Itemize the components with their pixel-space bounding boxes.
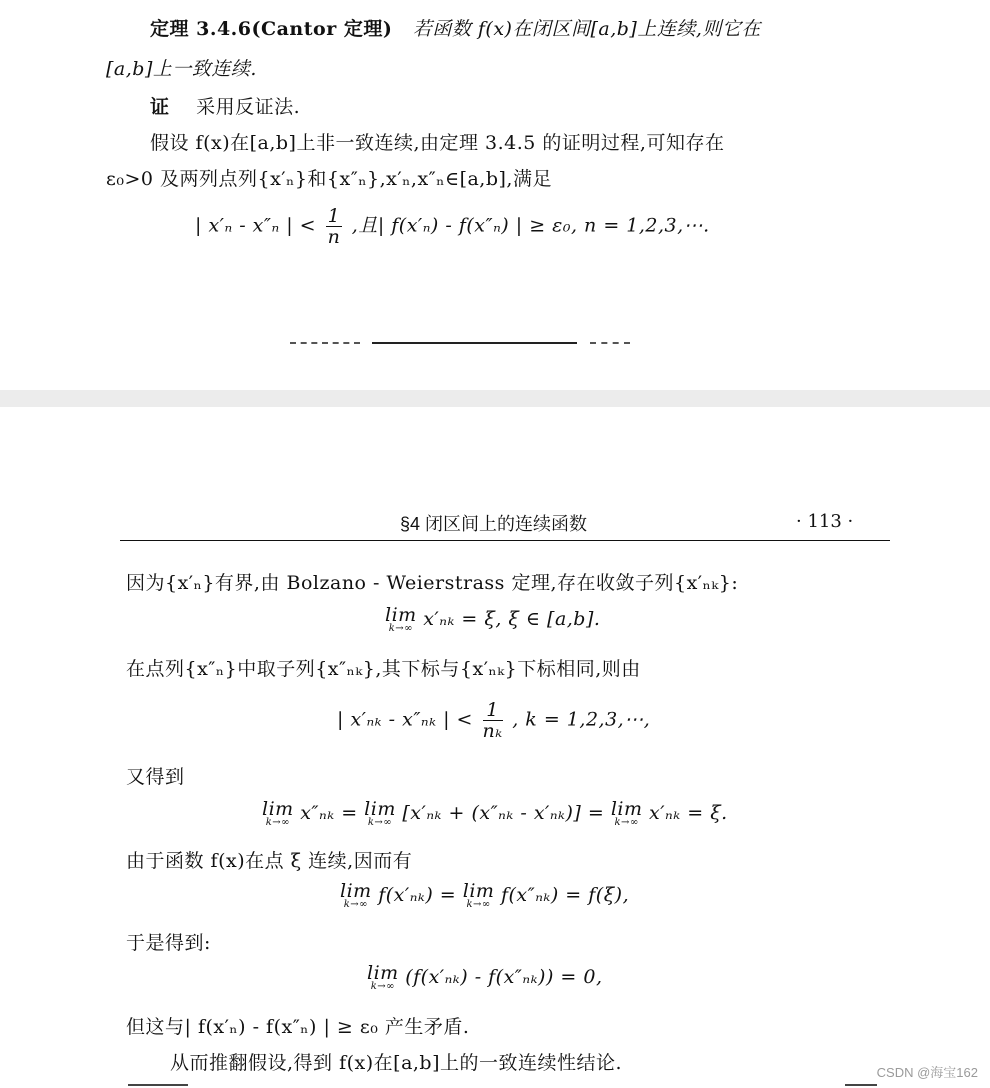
page1-fraction-denominator: n — [327, 226, 341, 248]
equation-3-limit-2 — [364, 800, 396, 828]
theorem-title: 定理 3.4.6(Cantor 定理) — [150, 18, 393, 40]
proof-line-again: 又得到 — [126, 766, 185, 788]
equation-3-part-b: [x′ₙₖ + (x″ₙₖ - x′ₙₖ)] = — [402, 802, 605, 824]
equation-1-limit — [385, 606, 417, 634]
proof-intro — [150, 92, 300, 119]
equation-4-limit-2 — [463, 882, 495, 910]
equation-2-right: , k = 1,2,3,⋯, — [512, 708, 651, 731]
equation-3-lim-text-3: lim — [610, 798, 643, 820]
equation-2-numerator: 1 — [483, 700, 503, 721]
page1-formula-right: ,且| f(x′ₙ) - f(x″ₙ) | ≥ ε₀, n = 1,2,3,⋯. — [351, 214, 710, 237]
page1-formula — [195, 206, 710, 247]
proof-conclusion: 从而推翻假设,得到 f(x)在[a,b]上的一致连续性结论. — [170, 1052, 623, 1074]
equation-2 — [337, 700, 650, 741]
proof-method: 采用反证法. — [196, 96, 301, 118]
page1-fraction-numerator: 1 — [327, 205, 341, 227]
equation-3 — [262, 800, 728, 828]
equation-3-part-a: x″ₙₖ = — [300, 802, 358, 824]
scan-artifact-dashes — [290, 342, 360, 344]
theorem-line-1 — [150, 14, 761, 41]
equation-3-lim-under-2: k→∞ — [367, 817, 393, 828]
scan-artifact-footer-2 — [845, 1084, 877, 1086]
proof-line-bounded: 因为{x′ₙ}有界,由 Bolzano - Weierstrass 定理,存在收敛子列{x′ₙₖ}: — [126, 572, 739, 594]
equation-4-part-a: f(x′ₙₖ) = — [378, 884, 457, 906]
equation-1-body: x′ₙₖ = ξ, ξ ∈ [a,b]. — [423, 608, 601, 630]
proof-line-contradiction: 但这与| f(x′ₙ) - f(x″ₙ) | ≥ ε₀ 产生矛盾. — [126, 1016, 470, 1038]
proof-label: 证 — [150, 96, 170, 118]
equation-4-lim-text-2: lim — [462, 880, 495, 902]
equation-1-lim-text: lim — [385, 604, 417, 626]
proof-line-subsequence: 在点列{x″ₙ}中取子列{x″ₙₖ},其下标与{x′ₙₖ}下标相同,则由 — [126, 658, 641, 680]
csdn-watermark: CSDN @海宝162 — [876, 1065, 978, 1080]
equation-4-lim-text-1: lim — [340, 880, 372, 902]
equation-1 — [385, 606, 600, 634]
equation-3-lim-under-3: k→∞ — [614, 817, 639, 828]
proof-line-continuity: 由于函数 f(x)在点 ξ 连续,因而有 — [126, 850, 413, 872]
equation-2-left: | x′ₙₖ - x″ₙₖ | < — [337, 708, 473, 731]
equation-5 — [367, 964, 603, 992]
theorem-statement-part1: 若函数 f(x)在闭区间[a,b]上连续,则它在 — [412, 18, 761, 40]
equation-5-lim-text: lim — [367, 962, 399, 984]
equation-5-lim-under: k→∞ — [370, 981, 395, 992]
equation-4-part-b: f(x″ₙₖ) = f(ξ), — [500, 884, 630, 906]
page-header-section: §4 闭区间上的连续函数 — [400, 514, 588, 534]
page-number: · 113 · — [796, 511, 854, 532]
equation-3-lim-under-1: k→∞ — [265, 817, 290, 828]
scan-artifact-dots — [590, 342, 630, 344]
equation-3-part-c: x′ₙₖ = ξ. — [649, 802, 728, 824]
equation-4-lim-under-1: k→∞ — [343, 899, 368, 910]
page1-formula-fraction — [326, 206, 343, 247]
equation-4-lim-under-2: k→∞ — [466, 899, 491, 910]
scan-artifact-line — [372, 342, 577, 344]
page-separator-band — [0, 390, 990, 407]
equation-1-lim-under: k→∞ — [388, 623, 413, 634]
equation-3-limit-1 — [262, 800, 294, 828]
equation-2-denominator: nₖ — [482, 720, 503, 742]
equation-5-body: (f(x′ₙₖ) - f(x″ₙₖ)) = 0, — [405, 966, 603, 988]
page1-formula-left: | x′ₙ - x″ₙ | < — [195, 214, 317, 237]
equation-5-limit — [367, 964, 399, 992]
equation-4-limit-1 — [340, 882, 372, 910]
equation-3-lim-text-2: lim — [364, 798, 396, 820]
equation-3-lim-text-1: lim — [262, 798, 294, 820]
proof-paragraph-1: 假设 f(x)在[a,b]上非一致连续,由定理 3.4.5 的证明过程,可知存在 — [150, 132, 725, 154]
proof-line-thus: 于是得到: — [126, 932, 211, 954]
equation-4 — [340, 882, 629, 910]
proof-paragraph-2: ε₀>0 及两列点列{x′ₙ}和{x″ₙ},x′ₙ,x″ₙ∈[a,b],满足 — [106, 168, 552, 190]
page-header-rule — [120, 540, 890, 541]
equation-2-fraction — [483, 700, 503, 741]
theorem-statement-part2: [a,b]上一致连续. — [106, 58, 257, 80]
scan-artifact-footer-1 — [128, 1084, 188, 1086]
equation-3-limit-3 — [611, 800, 643, 828]
